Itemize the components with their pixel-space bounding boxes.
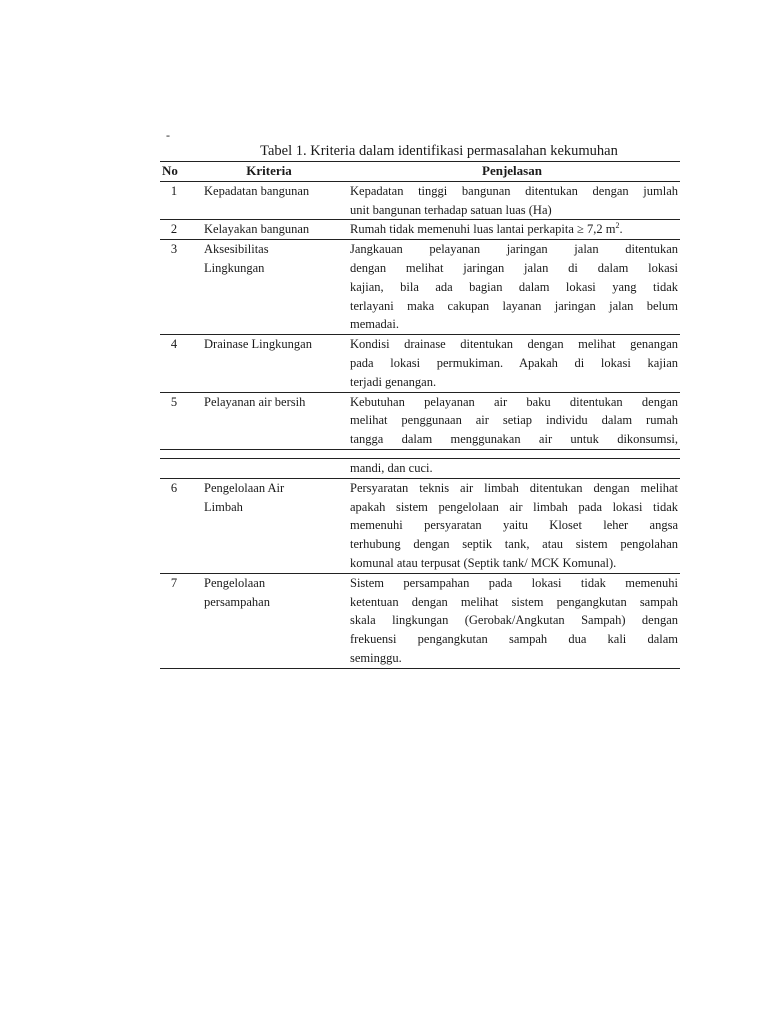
criteria-table xyxy=(160,161,680,669)
page-break-gap xyxy=(160,449,680,458)
kriteria-line: Pelayanan air bersih xyxy=(204,394,306,409)
penjelasan-line: dengan melihat jaringan jalan di dalam lokasi xyxy=(350,260,678,275)
gap-cell xyxy=(160,449,194,458)
table-row xyxy=(160,181,680,220)
kriteria-line: Kelayakan bangunan xyxy=(204,222,310,237)
kriteria-line: Kepadatan bangunan xyxy=(204,183,310,198)
penjelasan-line: Persyaratan teknis air limbah ditentukan dengan melihat xyxy=(350,480,678,495)
row-kriteria xyxy=(194,240,344,335)
penjelasan-line: frekuensi pengangkutan sampah dua kali dalam xyxy=(350,632,678,647)
row-kriteria xyxy=(194,458,344,478)
row-penjelasan xyxy=(344,220,680,240)
penjelasan-line: Kondisi drainase ditentukan dengan melihat genangan xyxy=(350,337,678,352)
table-row xyxy=(160,573,680,668)
row-kriteria xyxy=(194,478,344,573)
header-no: No xyxy=(160,162,194,182)
page-mark: - xyxy=(166,128,170,142)
row-kriteria xyxy=(194,573,344,668)
penjelasan-line: mandi, dan cuci. xyxy=(350,460,433,475)
row-kriteria xyxy=(194,220,344,240)
table-header-row xyxy=(160,162,680,182)
table-row xyxy=(160,392,680,449)
table-row xyxy=(160,478,680,573)
row-penjelasan xyxy=(344,458,680,478)
penjelasan-line: komunal atau terpusat (Septik tank/ MCK Komunal). xyxy=(350,555,617,570)
table-row-continuation xyxy=(160,458,680,478)
superscript: 2 xyxy=(615,221,620,231)
header-penjelasan: Penjelasan xyxy=(344,162,680,182)
penjelasan-line: kajian, bila ada bagian dalam lokasi yang tidak xyxy=(350,279,678,294)
penjelasan-line: memadai. xyxy=(350,317,399,332)
row-number: 7 xyxy=(160,573,194,668)
table-caption: Tabel 1. Kriteria dalam identifikasi permasalahan kekumuhan xyxy=(260,143,618,159)
penjelasan-line: terlayani maka cakupan layanan jaringan jalan belum xyxy=(350,298,678,313)
row-kriteria xyxy=(194,335,344,392)
penjelasan-line: memenuhi persyaratan yaitu Kloset leher angsa xyxy=(350,518,678,533)
row-number: 2 xyxy=(160,220,194,240)
gap-cell xyxy=(194,449,344,458)
penjelasan-line: Sistem persampahan pada lokasi tidak memenuhi xyxy=(350,575,678,590)
row-number: 4 xyxy=(160,335,194,392)
row-kriteria xyxy=(194,181,344,220)
penjelasan-line: terhubung dengan septik tank, atau sistem pengolahan xyxy=(350,537,678,552)
penjelasan-line: pada lokasi permukiman. Apakah di lokasi kajian xyxy=(350,355,678,370)
penjelasan-line: melihat penggunaan air setiap individu dalam rumah xyxy=(350,413,678,428)
penjelasan-line: apakah sistem pengelolaan air limbah pada lokasi tidak xyxy=(350,499,678,514)
penjelasan-line: terjadi genangan. xyxy=(350,374,437,389)
table-row xyxy=(160,335,680,392)
table-row xyxy=(160,220,680,240)
kriteria-line: Limbah xyxy=(204,499,243,514)
table-row xyxy=(160,240,680,335)
row-penjelasan xyxy=(344,181,680,220)
penjelasan-line: Rumah tidak memenuhi luas lantai perkapita ≥ 7,2 $m^2$. xyxy=(350,221,623,237)
table-body xyxy=(160,181,680,668)
row-penjelasan xyxy=(344,335,680,392)
header-kriteria: Kriteria xyxy=(194,162,344,182)
gap-cell xyxy=(344,449,680,458)
kriteria-line: persampahan xyxy=(204,594,270,609)
criteria-table-block xyxy=(160,142,680,669)
penjelasan-line: ketentuan dengan melihat sistem pengangkutan sampah xyxy=(350,594,678,609)
penjelasan-line: tangga dalam menggunakan air untuk dikonsumsi, xyxy=(350,432,678,447)
penjelasan-line: Kepadatan tinggi bangunan ditentukan dengan jumlah xyxy=(350,183,678,198)
penjelasan-line: unit bangunan terhadap satuan luas (Ha) xyxy=(350,202,552,217)
penjelasan-line: seminggu. xyxy=(350,650,402,665)
row-penjelasan xyxy=(344,392,680,449)
penjelasan-line: skala lingkungan (Gerobak/Angkutan Sampah) dengan xyxy=(350,613,678,628)
penjelasan-line: Jangkauan pelayanan jaringan jalan ditentukan xyxy=(350,242,678,257)
kriteria-line: Pengelolaan Air xyxy=(204,480,285,495)
row-number: 1 xyxy=(160,181,194,220)
kriteria-line: Pengelolaan xyxy=(204,575,266,590)
row-number: 3 xyxy=(160,240,194,335)
penjelasan-line: Kebutuhan pelayanan air baku ditentukan dengan xyxy=(350,394,678,409)
row-kriteria xyxy=(194,392,344,449)
kriteria-line: Aksesibilitas xyxy=(204,242,269,257)
row-penjelasan xyxy=(344,573,680,668)
row-penjelasan xyxy=(344,478,680,573)
row-number: 5 xyxy=(160,392,194,449)
row-number: 6 xyxy=(160,478,194,573)
row-number xyxy=(160,458,194,478)
row-penjelasan xyxy=(344,240,680,335)
kriteria-line: Lingkungan xyxy=(204,260,265,275)
kriteria-line: Drainase Lingkungan xyxy=(204,337,312,352)
